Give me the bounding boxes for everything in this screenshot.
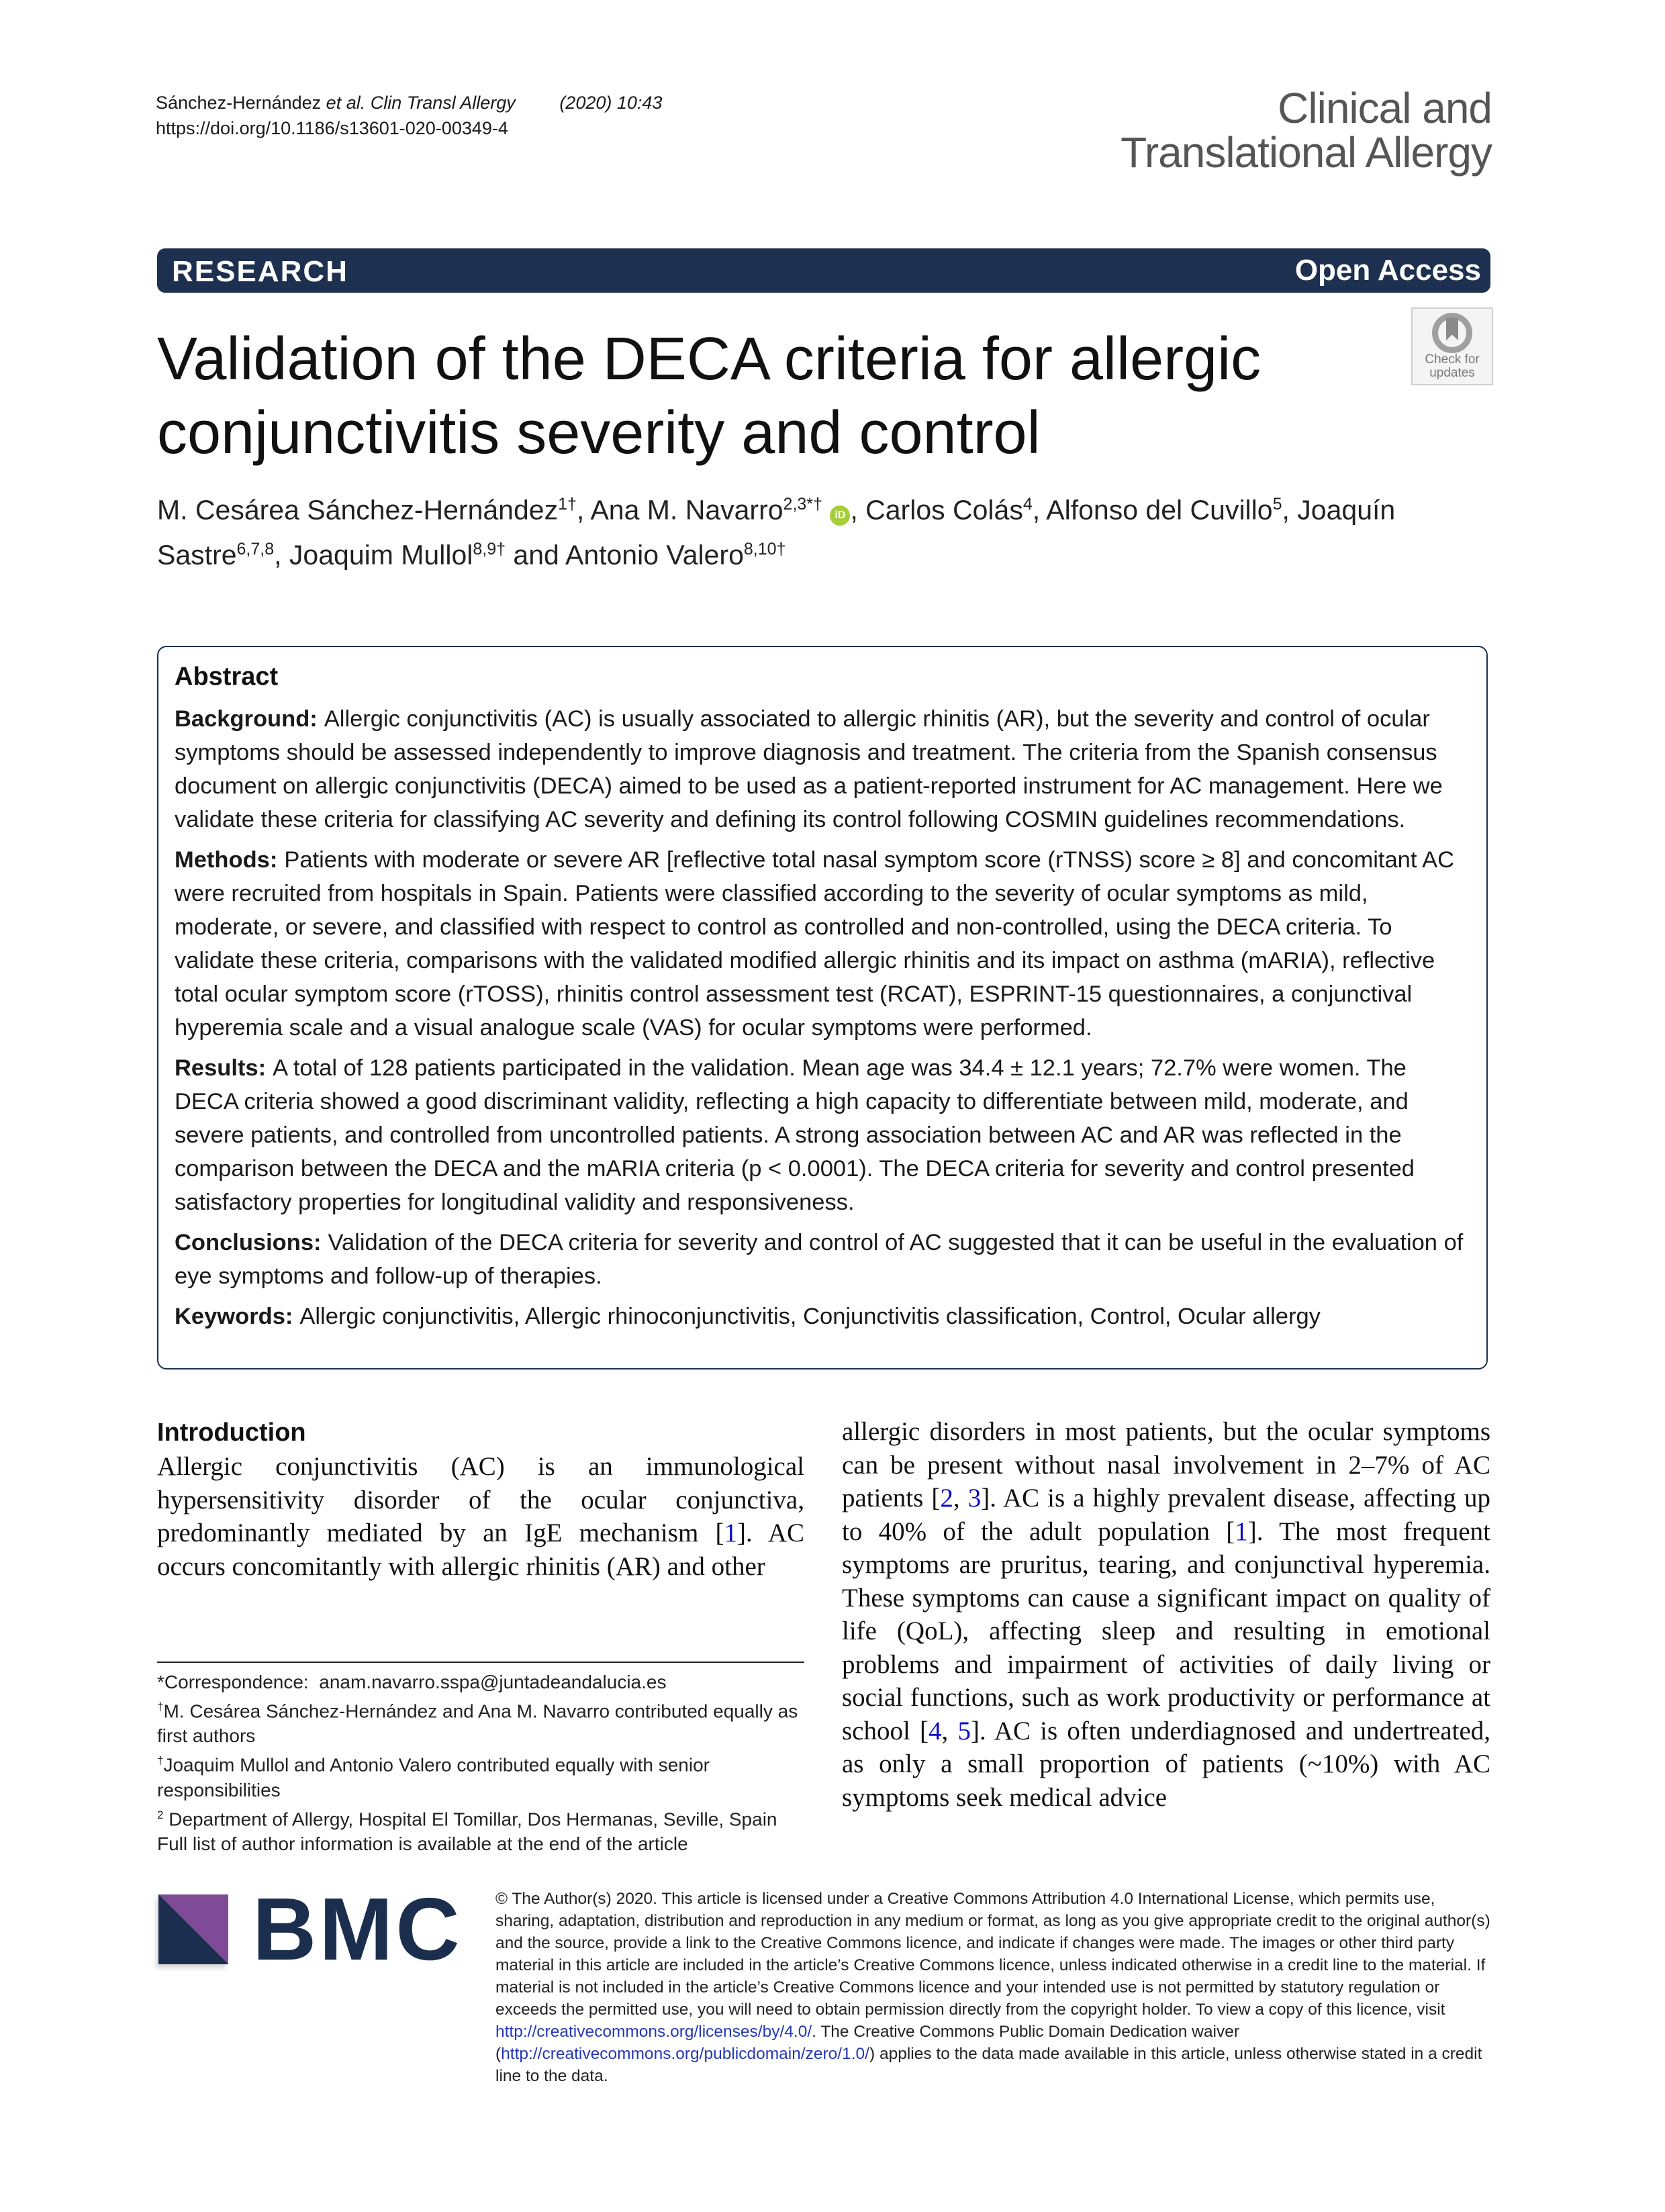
author-name[interactable]: Ana M. Navarro [590,494,783,526]
journal-name-line2: Translational Allergy [1121,128,1492,177]
correspondence-label: *Correspondence: [157,1672,309,1692]
author-affiliation: 1† [558,495,577,514]
body-text-segment: ]. AC is a highly prevalent disease, affecting up to 40% of the adult population [ [842,1484,1491,1546]
dagger-mark: † [157,1700,164,1713]
author-affiliation: 2,3*† [783,495,822,514]
article-type-label: RESEARCH [172,255,348,288]
author-affiliation: 6,7,8 [236,539,275,559]
check-for-updates-button[interactable] [1411,307,1493,385]
public-domain-link[interactable]: http://creativecommons.org/publicdomain/zero/1.0/ [501,2045,869,2063]
doi-link[interactable]: https://doi.org/10.1186/s13601-020-00349-4 [156,118,508,138]
author-separator: , [274,539,289,571]
body-text-segment: ]. The most frequent symptoms are pruritus, tearing, and conjunctival hyperemia. These symptoms can cause a significant impact on quality of life (QoL), affecting sleep and resulting in emotional problems and impairment of activities of daily living or social functions, such as work productivity or performance at school [ [842,1517,1490,1745]
affiliation-note [157,1802,804,1831]
body-text-segment: ]. AC occurs concomitantly with allergic rhinitis (AR) and other [157,1519,804,1581]
citation-link[interactable]: 5 [957,1716,971,1745]
author-affiliation: 5 [1272,495,1282,514]
author-name[interactable]: Carlos Colás [865,494,1023,526]
author-separator: , [1032,494,1047,526]
abstract-methods [175,843,1470,1045]
abstract-section-label: Conclusions: [175,1230,322,1255]
footnote-text: Department of Allergy, Hospital El Tomillar, Dos Hermanas, Seville, Spain [169,1808,777,1829]
body-column-right [842,1415,1490,1814]
abstract-background [175,702,1470,836]
body-column-left [157,1415,804,1583]
author-separator: , [1282,494,1298,526]
dagger-mark: † [157,1754,164,1768]
author-separator: , [850,494,866,526]
body-text-segment: ]. AC is often underdiagnosed and undertreated, as only a small proportion of patients (~10%) with AC symptoms seek medical advice [842,1716,1490,1812]
author-name[interactable]: Joaquim Mullol [289,539,473,571]
abstract-section-text: Allergic conjunctivitis (AC) is usually associated to allergic rhinitis (AR), but the severity and control of ocular symptoms should be assessed independently to improve diagnosis and treatment. The criteria from the Spanish consensus document on allergic conjunctivitis (DECA) aimed to be used as a patient-reported instrument for AC management. Here we validate these criteria for classifying AC severity and defining its control following COSMIN guidelines recommendations. [175,706,1443,832]
journal-name-line1: Clinical and [1278,84,1492,132]
author-separator: , [576,494,591,526]
abstract-section-label: Methods: [175,847,278,873]
bmc-logo-square-icon [158,1894,228,1964]
equal-contribution-note-1 [157,1694,804,1748]
body-text-segment: Allergic conjunctivitis (AC) is an immunological hypersensitivity disorder of the ocular conjunctiva, predominantly mediated by an IgE mechanism [ [157,1452,804,1547]
license-text: © The Author(s) 2020. This article is licensed under a Creative Commons Attribution 4.0 International License, which permits use, sharing, adaptation, distribution and reproduction in any medium or format, as long as you give appropriate credit to the original author(s) and the source, provide a link to the Creative Commons licence, and indicate if changes were made. The images or other third party material in this article are included in the article’s Creative Commons licence, unless indicated otherwise in a credit line to the material. If material is not included in the article’s Creative Commons licence and your intended use is not permitted by statutory regulation or exceeds the permitted use, you will need to obtain permission directly from the copyright holder. To view a copy of this licence, visit [495,1890,1490,2019]
introduction-paragraph-left [157,1450,804,1583]
bmc-logo-text: BMC [252,1880,463,1978]
check-for-updates-line1: Check for [1425,352,1480,367]
introduction-heading: Introduction [157,1418,306,1447]
correspondence-email[interactable]: anam.navarro.sspa@juntadeandalucia.es [319,1672,667,1692]
running-head-citation: (2020) 10:43 [559,93,663,113]
citation-link[interactable]: 4 [929,1716,942,1745]
abstract-section-text: Validation of the DECA criteria for severity and control of AC suggested that it can be useful in the evaluation of eye symptoms and follow-up of therapies. [175,1230,1464,1289]
body-text-segment: allergic disorders in most patients, but the ocular symptoms can be present without nasal involvement in 2–7% of AC patients [ [842,1417,1490,1512]
footnote-text: M. Cesárea Sánchez-Hernández and Ana M. Navarro contributed equally as first authors [157,1700,798,1747]
citation-link[interactable]: 2 [940,1484,953,1512]
citation-link[interactable]: 3 [967,1484,982,1512]
running-head-authors: Sánchez-Hernández [156,93,322,113]
abstract-results [175,1051,1470,1219]
abstract-section-text: Patients with moderate or severe AR [reflective total nasal symptom score (rTNSS) score ≥ 8] and concomitant AC were recruited from hospitals in Spain. Patients were classified according to the severity of ocular symptoms as mild, moderate, or severe, and classified with respect to control as controlled and non-controlled, using the DECA criteria. To validate these criteria, comparisons with the validated modified allergic rhinitis and its impact on asthma (mARIA), reflective total ocular symptom score (rTOSS), rhinitis control assessment test (RCAT), ESPRINT-15 questionnaires, a conjunctival hyperemia scale and a visual analogue scale (VAS) for ocular symptoms were performed. [175,847,1455,1041]
orcid-icon[interactable]: iD [830,506,850,526]
author-name[interactable]: Antonio Valero [565,539,744,571]
footnote-text: Joaquim Mullol and Antonio Valero contributed equally with senior responsibilities [157,1754,710,1800]
author-separator: and [506,539,565,571]
introduction-paragraph-right [842,1415,1490,1814]
author-affiliation: 4 [1022,495,1033,514]
running-head [156,90,662,141]
bookmark-ring-icon [1432,313,1472,353]
journal-name [1121,86,1492,175]
affiliation-mark: 2 [157,1808,164,1821]
license-statement [495,1888,1490,2087]
license-text: . The Creative Commons Public Domain Dedication waiver ( [495,2023,1239,2063]
abstract-box [157,646,1488,1369]
license-link[interactable]: http://creativecommons.org/licenses/by/4.0/ [495,2023,812,2041]
citation-link[interactable]: 1 [1235,1517,1248,1546]
bmc-logo [158,1880,463,1978]
footnotes [157,1662,804,1856]
equal-contribution-note-2 [157,1748,804,1802]
article-type-banner [157,248,1490,293]
author-name[interactable]: M. Cesárea Sánchez-Hernández [157,494,559,526]
body-text-segment: , [953,1484,968,1512]
abstract-section-text: Allergic conjunctivitis, Allergic rhinoconjunctivitis, Conjunctivitis classification, Control, Ocular allergy [299,1304,1321,1329]
abstract-section-label: Results: [175,1055,267,1081]
running-head-et-al: et al. [326,93,366,113]
abstract-heading: Abstract [175,663,279,691]
full-author-info-note: Full list of author information is available at the end of the article [157,1833,688,1854]
citation-link[interactable]: 1 [724,1519,737,1547]
abstract-section-text: A total of 128 patients participated in the validation. Mean age was 34.4 ± 12.1 years; 72.7% were women. The DECA criteria showed a good discriminant validity, reflecting a high capacity to differentiate between mild, moderate, and severe patients, and controlled from uncontrolled patients. A strong association between AC and AR was reflected in the comparison between the DECA and the mARIA criteria (p < 0.0001). The DECA criteria for severity and control presented satisfactory properties for longitudinal validity and responsiveness. [175,1055,1415,1215]
body-text-segment: , [941,1716,958,1745]
article-title: Validation of the DECA criteria for allergic conjunctivitis severity and control [157,326,1262,467]
license-text: ) applies to the data made available in this article, unless otherwise stated in a credit line to the data. [495,2045,1482,2085]
author-affiliation: 8,10† [743,539,786,559]
author-name[interactable]: Joaquín Sastre [157,494,1396,571]
correspondence-note [157,1670,804,1694]
open-access-label: Open Access [1294,254,1481,287]
abstract-keywords [175,1300,1470,1333]
abstract-section-label: Keywords: [175,1304,293,1329]
running-head-journal: Clin Transl Allergy [370,93,516,113]
author-list [157,485,1493,574]
author-affiliation: 8,9† [473,539,506,559]
abstract-section-label: Background: [175,706,318,732]
check-for-updates-line2: updates [1429,366,1475,380]
author-name[interactable]: Alfonso del Cuvillo [1046,494,1273,526]
abstract-conclusions [175,1226,1470,1293]
